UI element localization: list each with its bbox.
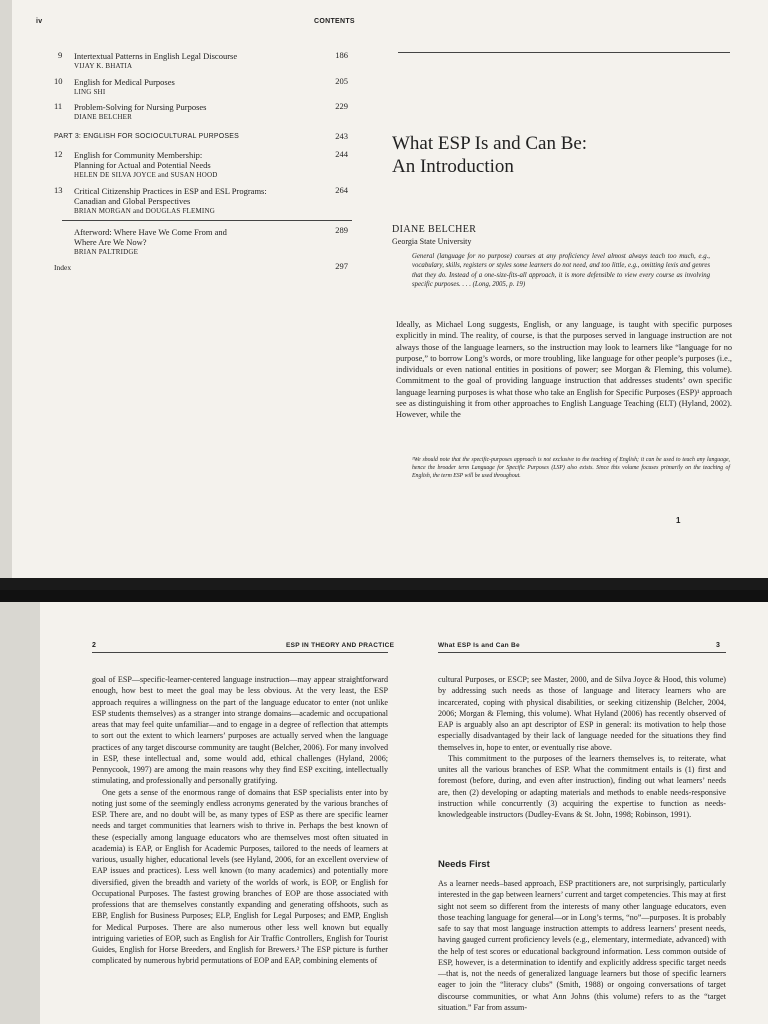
running-header: What ESP Is and Can Be	[438, 642, 520, 649]
toc-entry-title: Problem-Solving for Nursing Purposes	[74, 102, 207, 112]
page-number: 2	[92, 642, 96, 649]
toc-entry-title: English for Community Membership:	[74, 150, 203, 160]
body-paragraph: goal of ESP—specific-learner-centered language instruction—may appear straightforward enough, how best to meet the goal may be less obvious. At the very least, the ESP approach requires a willingness on the part of the language educator to enter (not unlike ESP students themselves) as a stranger into strange domains—academic and occupational areas that may feel quite unfamiliar—and to engage in a degree of reflection that attempts to sort out the extent to which learners’ purposes are actually served when the language practices of any target discourse community are taught (Belcher, 2006). For many involved in ESP, these intellectual and, some would add, ethical challenges (Hyland, 2006; Pennycook, 1997) are among the main reasons why they find ESP exciting, intellectually stimulating, and professionally and personally gratifying.	[92, 675, 388, 786]
divider	[398, 52, 730, 53]
contents-header: CONTENTS	[314, 18, 355, 25]
spread-gap	[0, 590, 768, 602]
part-heading: PART 3: ENGLISH FOR SOCIOCULTURAL PURPOSES	[54, 133, 239, 140]
toc-entry-number: 10	[54, 76, 63, 86]
page-2	[40, 602, 398, 1024]
toc-entry-author: BRIAN PALTRIDGE	[74, 248, 139, 256]
page-3	[398, 602, 768, 1024]
toc-entry-page: 264	[335, 185, 348, 195]
body-paragraph: This commitment to the purposes of the learners themselves is, to reiterate, what unites all the various branches of ESP. What the commitment entails is (1) first and foremost (before, during, and even after instruction), finding out what learners’ needs are, then (2) developing or adapting materials and methods to enable needs-responsive instruction while concurrently (3) acquiring the expertise to function as needs-knowledgeable instructors (Dudley-Evans & St. John, 1998; Robinson, 1991).	[438, 753, 726, 819]
toc-entry-number: 12	[54, 149, 63, 159]
toc-entry-page: 243	[335, 131, 348, 141]
chapter-title: What ESP Is and Can Be:	[392, 133, 588, 154]
toc-entry-title: Critical Citizenship Practices in ESP and ESL Programs:	[74, 186, 267, 196]
chapter-author: DIANE BELCHER	[392, 224, 477, 235]
toc-entry-author: BRIAN MORGAN and DOUGLAS FLEMING	[74, 207, 215, 215]
page-number: 1	[676, 516, 681, 525]
body-column	[92, 674, 388, 967]
toc-entry-author: DIANE BELCHER	[74, 113, 133, 121]
page-roman-number: iv	[36, 18, 43, 25]
toc-entry-page: 244	[335, 149, 348, 159]
body-paragraph: Ideally, as Michael Long suggests, English, or any language, is taught with specific purposes explicitly in mind. The reality, of course, is that the purposes served in language instruction are not always those of the language learners, so the instruction may look to learners like “language for no purpose,” to borrow Long’s words, or more troubling, like language for other people’s purposes (i.e., individuals or even national entities in positions of power; see Morgan & Fleming, this volume). Commitment to the goal of providing language instruction that addresses students’ own specific language learning purposes is what those who take an English for Specific Purposes (ESP)¹ approach see as distinguishing it from other approaches to English Language Teaching (ELT) (Hyland, 2002). However, while the	[396, 320, 732, 420]
toc-entry-title: Planning for Actual and Potential Needs	[74, 160, 211, 170]
toc-entry-title: Canadian and Global Perspectives	[74, 196, 191, 206]
author-affiliation: Georgia State University	[392, 237, 472, 246]
footnote: ¹We should note that the specific-purposes approach is not exclusive to the teaching of English; it can be used to teach any language, hence the broader term Language for Specific Purposes (LSP) also exists. Since this volume focuses primarily on the teaching of English, the term ESP will be used throughout.	[412, 457, 730, 479]
toc-entry-title: Index	[54, 263, 72, 272]
toc-entry-author: HELEN DE SILVA JOYCE and SUSAN HOOD	[74, 171, 218, 179]
divider	[438, 652, 726, 653]
contents-page	[12, 0, 384, 590]
section-heading: Needs First	[438, 859, 490, 870]
toc-entry-page: 205	[335, 76, 348, 86]
page-number: 3	[716, 642, 720, 649]
toc-entry-page: 186	[335, 50, 348, 60]
divider	[62, 220, 352, 221]
toc-entry-page: 289	[335, 225, 348, 235]
toc-entry-page: 229	[335, 101, 348, 111]
toc-entry-author: VIJAY K. BHATIA	[74, 62, 133, 70]
body-paragraph: One gets a sense of the enormous range of domains that ESP specialists enter into by noting just some of the seemingly endless acronyms generated by the various branches of ESP. There are, and no doubt will be, as many types of ESP as there are specific learner needs and target communities that learners wish to thrive in. Perhaps the best known of these (especially among language educators who are themselves most often situated in academia) is EAP, or English for Academic Purposes, tailored to the needs of learners at various, usually higher, educational levels (see Hyland, 2006, for an excellent overview of EAP issues and practices). Less well known (to many academics) and potentially more diversified, given the breadth and variety of the worlds of work, is EOP, or English for Occupational Purposes. The fastest growing branches of EOP are those associated with professions that are themselves constantly expanding and generating offshoots, such as EBP, English for Business Purposes; ELP, English for Legal Purposes; and EMP, English for Medical Purposes. There are also numerous other less well known but equally intriguing varieties of EOP, such as English for Air Traffic Controllers, English for Tourist Guides, English for Horse Breeders, and English for Brewers.² The ESP picture is further complicated by numerous hybrid permutations of EOP and EAP, combining elements of	[92, 787, 388, 966]
toc-entry-title: Where Are We Now?	[74, 237, 147, 247]
toc-entry-author: LING SHI	[74, 88, 106, 96]
toc-entry-title: Afterword: Where Have We Come From and	[74, 227, 227, 237]
body-paragraph: As a learner needs–based approach, ESP practitioners are, not surprisingly, particularly interested in the gap between learners’ current and target competencies. This may at first sight not seem so different from the interests of many other language educators, even those teaching language for general—or in Long’s terms, “no”—purposes. It is probably safe to say that most language instruction attempts to address learners’ present needs, having gauged current proficiency levels (e.g., elementary, intermediate, advanced) with the help of test scores or educational background information. Less common outside of ESP, however, is a determination to identify and explicitly address specific target needs—that is, not the needs of generalized language learners but those of specific learners eager to join the “literacy clubs” (Smith, 1988) or ongoing conversations of target discourse communities, or what Ann Johns (this volume) refers to as the “target situation.” Far from assum-	[438, 879, 726, 1012]
toc-entry-title: English for Medical Purposes	[74, 77, 175, 87]
toc-entry-title: Intertextual Patterns in English Legal Discourse	[74, 51, 238, 61]
toc-entry-number: 11	[54, 101, 63, 111]
divider	[92, 652, 388, 653]
body-column	[438, 674, 726, 820]
running-header: ESP IN THEORY AND PRACTICE	[286, 642, 395, 649]
toc-entry-number: 13	[54, 185, 63, 195]
chapter-opening-page	[384, 0, 768, 590]
epigraph: General (language for no purpose) courses at any proficiency level almost always teach too much, e.g., vocabulary, skills, registers or styles some learners do not need, and too little, e.g., omitting lexis and genres that they do. Instead of a one-size-fits-all approach, it is more defensible to view every course as involving specific purposes. . . . (Long, 2005, p. 19)	[412, 253, 710, 289]
chapter-subtitle: An Introduction	[392, 156, 514, 177]
toc-entry-page: 297	[335, 261, 348, 271]
body-paragraph: cultural Purposes, or ESCP; see Master, 2000, and de Silva Joyce & Hood, this volume) by addressing such needs as those of language and literacy learners who are incarcerated, coping with physical disabilities, or seeking citizenship (Belcher, 2004, 2006; Morgan & Fleming, this volume). What Hyland (2006) has recently observed of EAP is arguably also an apt descriptor of ESP in general: its motivation to help those especially disadvantaged by their lack of language needed for the situations they find themselves in, hope to enter, or eventually rise above.	[438, 675, 726, 752]
toc-entry-number: 9	[58, 50, 63, 60]
